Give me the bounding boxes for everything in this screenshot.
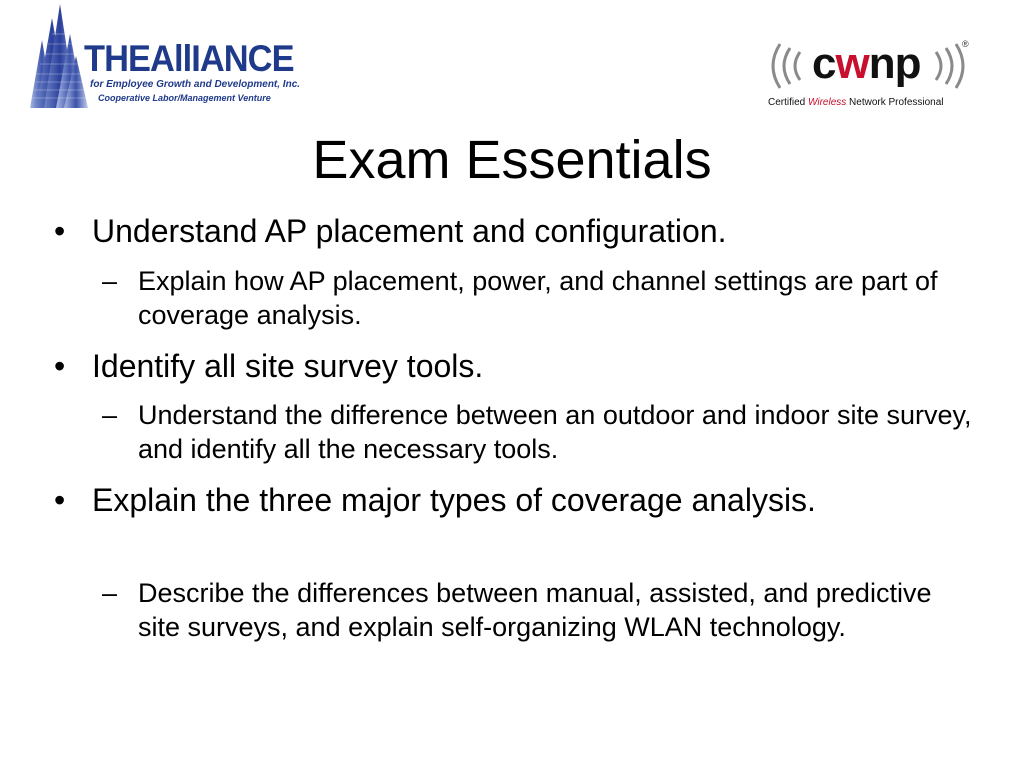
registered-mark: ®	[962, 39, 969, 49]
bullet-text: Identify all site survey tools.	[92, 348, 484, 384]
cwnp-letter-w: w	[835, 39, 869, 88]
sub-bullet-item	[102, 576, 972, 644]
bullet-item	[54, 482, 954, 519]
sub-bullet-marker: –	[102, 578, 118, 608]
sub-bullet-text: Understand the difference between an outdoor and indoor site survey, and identify all the necessary tools.	[138, 400, 972, 464]
cwnp-tag-wireless: Wireless	[808, 97, 847, 108]
cwnp-tag-prefix: Certified	[768, 97, 809, 108]
slide-title: Exam Essentials	[312, 130, 712, 190]
bullet-text: Explain the three major types of coverage analysis.	[92, 482, 816, 518]
bullet-marker: •	[54, 213, 66, 249]
sub-bullet-marker: –	[102, 266, 118, 296]
sub-bullet-marker: –	[102, 400, 118, 430]
alliance-tagline: for Employee Growth and Development, Inc.	[90, 79, 301, 90]
bullet-marker: •	[54, 482, 66, 518]
alliance-wordmark: THEAllIANCE	[84, 38, 294, 79]
sub-bullet-item	[102, 264, 972, 332]
cwnp-letters-np: np	[868, 39, 921, 88]
cwnp-letter-c: c	[812, 39, 836, 88]
sub-bullet-text: Explain how AP placement, power, and channel settings are part of coverage analysis.	[138, 266, 938, 330]
alliance-subtagline: Cooperative Labor/Management Venture	[98, 93, 271, 103]
sub-bullet-text: Describe the differences between manual, assisted, and predictive site surveys, and explain self-organizing WLAN technology.	[138, 578, 932, 642]
sub-bullet-item	[102, 398, 972, 466]
bullet-marker: •	[54, 348, 66, 384]
cwnp-tag-suffix: Network Professional	[846, 97, 944, 108]
bullet-item	[54, 213, 954, 250]
bullet-text: Understand AP placement and configuration.	[92, 213, 727, 249]
bullet-item	[54, 348, 954, 385]
